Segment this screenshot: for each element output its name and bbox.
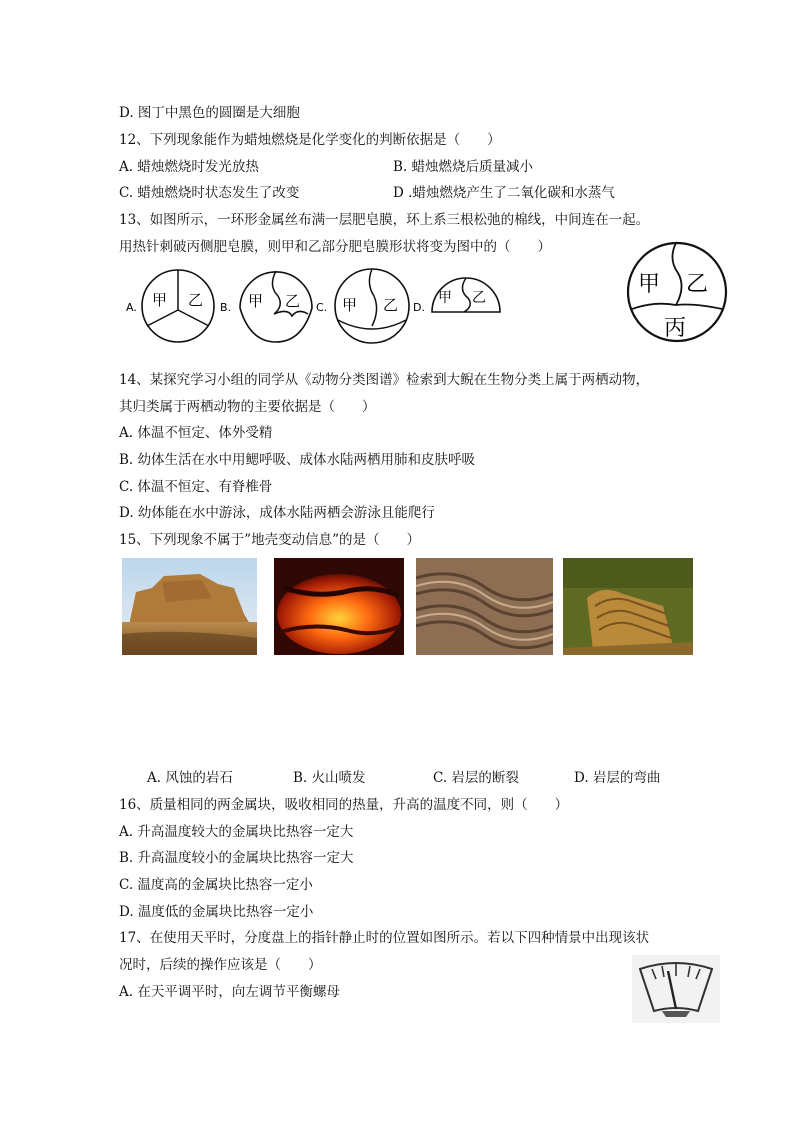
q13-c-yi: 乙 <box>383 296 399 314</box>
q13-main-jia: 甲 <box>638 272 661 297</box>
q13-option-a-figure <box>142 270 214 342</box>
q13-main-bing: 丙 <box>664 316 687 341</box>
q13-label-b: B. <box>220 301 232 314</box>
q14-option-c: C. 体温不恒定、有脊椎骨 <box>119 479 273 495</box>
q13-d-jia: 甲 <box>438 290 452 306</box>
q13-stem-line1: 13、如图所示，一环形金属丝布满一层肥皂膜，环上系三根松弛的棉线，中间连在一起。 <box>119 212 650 228</box>
q12-stem: 12、下列现象能作为蜡烛燃烧是化学变化的判断依据是（ ） <box>119 132 501 148</box>
q15-option-b: B. 火山喷发 <box>293 770 366 786</box>
q17-option-a: A. 在天平调平时，向左调节平衡螺母 <box>119 984 340 1000</box>
rock-layer-fault-image <box>416 558 553 655</box>
q13-options-diagram <box>122 268 522 344</box>
q14-option-a: A. 体温不恒定、体外受精 <box>119 425 273 441</box>
q13-label-a: A. <box>126 301 137 314</box>
q15-option-c: C. 岩层的断裂 <box>433 770 519 786</box>
q12-option-a: A. 蜡烛燃烧时发光放热 <box>119 159 259 175</box>
q16-option-a: A. 升高温度较大的金属块比热容一定大 <box>119 824 354 840</box>
q13-b-jia: 甲 <box>248 292 264 310</box>
q12-option-d: D .蜡烛燃烧产生了二氧化碳和水蒸气 <box>393 185 615 201</box>
q13-option-b-figure <box>240 271 312 342</box>
q13-label-d: D. <box>413 301 425 314</box>
q13-option-c-figure <box>335 269 409 343</box>
q17-stem-line2: 况时，后续的操作应该是（ ） <box>119 957 322 973</box>
q15-stem: 15、下列现象不属于”地壳变动信息”的是（ ） <box>119 532 420 548</box>
volcano-eruption-image <box>274 558 404 655</box>
q13-stem-line2: 用热针刺破丙侧肥皂膜，则甲和乙部分肥皂膜形状将变为图中的（ ） <box>119 239 551 255</box>
q15-option-a: A. 风蚀的岩石 <box>147 770 233 786</box>
q13-option-d-figure <box>432 278 500 312</box>
wind-eroded-rock-image <box>122 558 257 655</box>
q13-a-yi: 乙 <box>188 291 204 309</box>
balance-scale-dial-diagram <box>632 955 720 1023</box>
q17-stem-line1: 17、在使用天平时，分度盘上的指针静止时的位置如图所示。若以下四种情景中出现该状 <box>119 930 650 946</box>
q12-option-c: C. 蜡烛燃烧时状态发生了改变 <box>119 185 300 201</box>
q11-option-d: D. 图丁中黑色的圆圈是大细胞 <box>119 105 300 121</box>
q13-d-yi: 乙 <box>472 290 486 306</box>
q16-stem: 16、质量相同的两金属块，吸收相同的热量，升高的温度不同，则（ ） <box>119 797 569 813</box>
q14-stem-line1: 14、某探究学习小组的同学从《动物分类图谱》检索到大鲵在生物分类上属于两栖动物， <box>119 372 650 388</box>
q14-option-b: B. 幼体生活在水中用鳃呼吸、成体水陆两栖用肺和皮肤呼吸 <box>119 452 476 468</box>
q13-b-yi: 乙 <box>285 292 301 310</box>
q16-option-c: C. 温度高的金属块比热容一定小 <box>119 877 313 893</box>
q14-option-d: D. 幼体能在水中游泳，成体水陆两栖会游泳且能爬行 <box>119 505 435 521</box>
q13-a-jia: 甲 <box>152 291 168 309</box>
q13-label-c: C. <box>316 301 328 314</box>
q16-option-b: B. 升高温度较小的金属块比热容一定大 <box>119 850 354 866</box>
q14-stem-line2: 其归类属于两栖动物的主要依据是（ ） <box>119 399 376 415</box>
q15-option-d: D. 岩层的弯曲 <box>574 770 661 786</box>
q13-c-jia: 甲 <box>342 296 358 314</box>
q16-option-d: D. 温度低的金属块比热容一定小 <box>119 904 314 920</box>
rock-layer-bending-image <box>563 558 693 655</box>
q12-option-b: B. 蜡烛燃烧后质量减小 <box>393 159 534 175</box>
q13-main-diagram <box>624 239 730 345</box>
q13-main-yi: 乙 <box>686 272 709 297</box>
